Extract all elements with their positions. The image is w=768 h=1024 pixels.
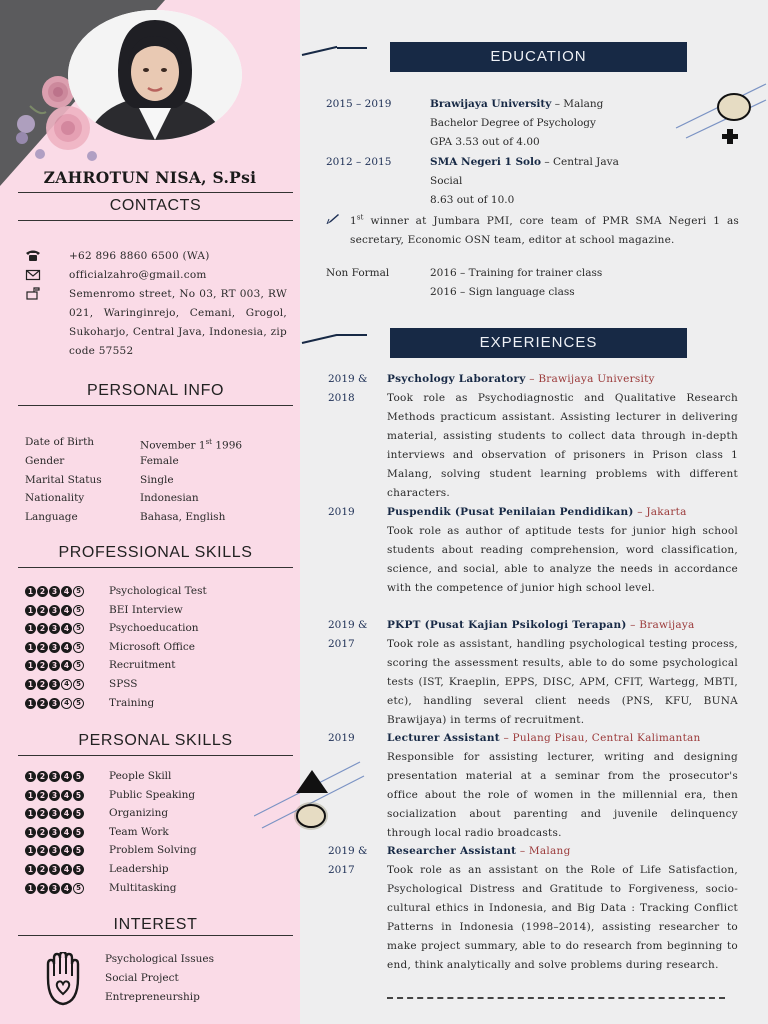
divider [18, 755, 293, 756]
rating-dot: 4 [61, 845, 72, 856]
rating-dot: 3 [49, 605, 60, 616]
rating-dot: 4 [61, 586, 72, 597]
deco-line [302, 46, 338, 56]
experience-entry [387, 729, 738, 843]
rating-dot: 3 [49, 771, 60, 782]
experience-years: 2019 & 2018 [328, 373, 368, 404]
skill-name: Team Work [109, 825, 169, 838]
hamsa-hand-icon [40, 952, 86, 1006]
profile-photo [68, 10, 242, 140]
skill-name: Multitasking [109, 881, 177, 894]
rating-dot: 3 [49, 827, 60, 838]
nonformal-item: 2016 – Training for trainer class [430, 267, 603, 279]
rating-dot: 5 [73, 827, 84, 838]
rating-dot: 5 [73, 845, 84, 856]
contact-email: officialzahro@gmail.com [25, 266, 287, 285]
experience-description: Took role as author of aptitude tests for junior high school students about reading comprehension, word classification, science, and social, able to analyze the needs in accordance with the competence of junior high school level. [387, 525, 738, 594]
school-name: Brawijaya University [430, 98, 552, 110]
rating-dot: 4 [61, 827, 72, 838]
education-header: EDUCATION [390, 42, 687, 72]
pen-icon [326, 213, 340, 225]
experience-title: PKPT (Pusat Kajian Psikologi Terapan) [387, 619, 627, 631]
rating-dot: 4 [61, 698, 72, 709]
skill-name: Psychoeducation [109, 622, 199, 635]
nonformal-list [430, 264, 602, 302]
skill-name: Recruitment [109, 659, 176, 672]
rating-dot: 4 [61, 790, 72, 801]
rating-dot: 2 [37, 864, 48, 875]
rating-dot: 4 [61, 771, 72, 782]
skill-name: Training [109, 696, 155, 709]
skill-name: SPSS [109, 678, 138, 690]
rating-dot: 5 [73, 883, 84, 894]
rating-dot: 5 [73, 660, 84, 671]
skill-rating [25, 790, 84, 801]
rating-dot: 4 [61, 679, 72, 690]
experience-entry [387, 370, 738, 503]
rating-dot: 2 [37, 642, 48, 653]
nonformal-label: Non Formal [326, 267, 390, 279]
divider [18, 405, 293, 406]
skill-rating [25, 883, 84, 894]
skill-rating [25, 864, 84, 875]
skill-rating [25, 642, 84, 653]
rating-dot: 4 [61, 623, 72, 634]
rating-dot: 3 [49, 679, 60, 690]
skill-name: Problem Solving [109, 844, 197, 857]
rating-dot: 5 [73, 642, 84, 653]
rating-dot: 1 [25, 642, 36, 653]
experience-description: Took role as an assistant on the Role of Life Satisfaction, Psychological Distress and Gratitude to Forgiveness, socio-cultural ethics in Indonesia, and Big Data : Tracking Conflict Patterns in Indonesia (1998–2014), assisting researcher to make project summary, able to do research from beginning to end, think analytically and solve problems during research. [387, 864, 738, 971]
rating-dot: 5 [73, 771, 84, 782]
rating-dot: 1 [25, 845, 36, 856]
experience-title: Puspendik (Pusat Penilaian Pendidikan) [387, 506, 634, 518]
experience-org: – Jakarta [633, 506, 687, 518]
experience-entry [387, 616, 738, 730]
personal-info-title: PERSONAL INFO [86, 382, 224, 399]
rating-dot: 5 [73, 808, 84, 819]
achievement-text [350, 208, 739, 250]
rating-dot: 1 [25, 883, 36, 894]
experience-years: 2019 [328, 732, 355, 744]
experience-title: Psychology Laboratory [387, 373, 526, 385]
rating-dot: 5 [73, 605, 84, 616]
rating-dot: 1 [25, 586, 36, 597]
rating-dot: 5 [73, 586, 84, 597]
experience-entry [387, 503, 738, 598]
birth-value: November 1st 1996 [140, 438, 243, 452]
skill-rating [25, 623, 84, 634]
achievement-text-content: 1st winner at Jumbara PMI, core team of PMR SMA Negeri 1 as secretary, Economic OSN team, editor at school magazine. [350, 213, 739, 246]
skill-rating [25, 808, 84, 819]
rating-dot: 4 [61, 605, 72, 616]
skill-rating [25, 771, 84, 782]
rating-dot: 2 [37, 679, 48, 690]
school-name: SMA Negeri 1 Solo [430, 156, 542, 168]
rating-dot: 2 [37, 771, 48, 782]
rating-dot: 4 [61, 808, 72, 819]
rating-dot: 5 [73, 698, 84, 709]
rating-dot: 3 [49, 623, 60, 634]
rating-dot: 2 [37, 808, 48, 819]
rating-dot: 5 [73, 679, 84, 690]
skill-rating [25, 605, 84, 616]
interest-list [105, 950, 214, 1007]
rating-dot: 3 [49, 864, 60, 875]
experience-org: – Pulang Pisau, Central Kalimantan [499, 732, 701, 744]
rating-dot: 2 [37, 845, 48, 856]
experience-entry [387, 842, 738, 975]
experience-description: Took role as Psychodiagnostic and Qualitative Research Methods practicum assistant. Assisting lecturer in delivering material, assisting students to collect data through in-depth interviews and observation of prisoners in Prison class 1 Malang, solving student learning problems with different characters. [387, 392, 738, 499]
skill-name: Leadership [109, 863, 169, 875]
deco-line [302, 334, 338, 344]
mailbox-icon [25, 287, 41, 301]
rating-dot: 3 [49, 660, 60, 671]
skill-rating [25, 827, 84, 838]
rating-dot: 5 [73, 864, 84, 875]
skill-rating [25, 660, 84, 671]
experience-years: 2019 & 2017 [328, 619, 368, 650]
divider [18, 567, 293, 568]
experiences-header: EXPERIENCES [390, 328, 687, 358]
skill-rating [25, 698, 84, 709]
personal-skills-title: PERSONAL SKILLS [78, 732, 233, 749]
deco-line [337, 47, 367, 49]
rating-dot: 1 [25, 808, 36, 819]
contact-phone: +62 896 8860 6500 (WA) [25, 247, 287, 266]
rating-dot: 3 [49, 845, 60, 856]
interest-item: Social Project [105, 972, 179, 984]
interest-item: Entrepreneurship [105, 991, 200, 1003]
experience-description: Took role as assistant, handling psychological testing process, scoring the assessment results, able to do some psychological tests (IST, Kraeplin, EPPS, DISC, APM, CFIT, Wartegg, MBTI, etc), handling several client needs (PNS, KFU, BUNA Brawijaya) in terms of recruitment. [387, 638, 738, 726]
skill-name: Psychological Test [109, 585, 207, 597]
rating-dot: 3 [49, 586, 60, 597]
rating-dot: 2 [37, 660, 48, 671]
rating-dot: 2 [37, 883, 48, 894]
geometric-decoration-bottom [254, 758, 374, 848]
rating-dot: 3 [49, 698, 60, 709]
rating-dot: 1 [25, 679, 36, 690]
envelope-icon [25, 268, 41, 282]
experience-org: – Malang [516, 845, 571, 857]
rating-dot: 3 [49, 808, 60, 819]
skill-rating [25, 586, 84, 597]
rating-dot: 2 [37, 586, 48, 597]
rating-dot: 2 [37, 790, 48, 801]
rating-dot: 4 [61, 864, 72, 875]
skill-name: BEI Interview [109, 603, 183, 616]
experience-title: Researcher Assistant [387, 845, 517, 857]
rating-dot: 5 [73, 790, 84, 801]
rating-dot: 3 [49, 790, 60, 801]
professional-skills-title: PROFESSIONAL SKILLS [58, 544, 253, 561]
rating-dot: 1 [25, 698, 36, 709]
rating-dot: 1 [25, 827, 36, 838]
experience-description: Responsible for assisting lecturer, writing and designing presentation material at a seminar from the prosecutor's office about the role of women in the millennial era, then socialization about parenting and juvenile delinquency through local radio broadcasts. [387, 751, 738, 839]
rating-dot: 2 [37, 605, 48, 616]
contacts-title: CONTACTS [109, 197, 202, 214]
skill-rating [25, 845, 84, 856]
skill-name: Organizing [109, 807, 169, 820]
rating-dot: 3 [49, 883, 60, 894]
person-name: ZAHROTUN NISA, S.Psi [43, 168, 257, 187]
skill-name: Public Speaking [109, 788, 196, 801]
experience-title: Lecturer Assistant [387, 732, 500, 744]
skill-name: Microsoft Office [109, 640, 196, 653]
divider [18, 220, 293, 221]
phone-icon [25, 249, 41, 263]
rating-dot: 4 [61, 660, 72, 671]
rating-dot: 4 [61, 642, 72, 653]
interest-item: Psychological Issues [105, 953, 214, 965]
rating-dot: 5 [73, 623, 84, 634]
experience-org: – Brawijaya [626, 619, 695, 631]
rating-dot: 1 [25, 660, 36, 671]
skill-rating [25, 679, 84, 690]
nonformal-item: 2016 – Sign language class [430, 286, 575, 298]
skill-name: People Skill [109, 770, 172, 782]
contact-address: Semenromo street, No 03, RT 003, RW 021, Waringinrejo, Cemani, Grogol, Sukoharjo, Central Java, Indonesia, zip code 57552 [25, 285, 287, 361]
rating-dot: 2 [37, 698, 48, 709]
divider [18, 935, 293, 936]
rating-dot: 1 [25, 790, 36, 801]
rating-dot: 1 [25, 605, 36, 616]
rating-dot: 2 [37, 623, 48, 634]
divider [18, 192, 293, 193]
experience-org: – Brawijaya University [525, 373, 655, 385]
deco-line [337, 334, 367, 336]
dashed-divider [387, 997, 725, 999]
rating-dot: 1 [25, 623, 36, 634]
experience-years: 2019 [328, 506, 355, 518]
rating-dot: 2 [37, 827, 48, 838]
rating-dot: 4 [61, 883, 72, 894]
rating-dot: 1 [25, 771, 36, 782]
rating-dot: 3 [49, 642, 60, 653]
experience-years: 2019 & 2017 [328, 845, 368, 876]
interest-title: INTEREST [113, 916, 198, 933]
rating-dot: 1 [25, 864, 36, 875]
